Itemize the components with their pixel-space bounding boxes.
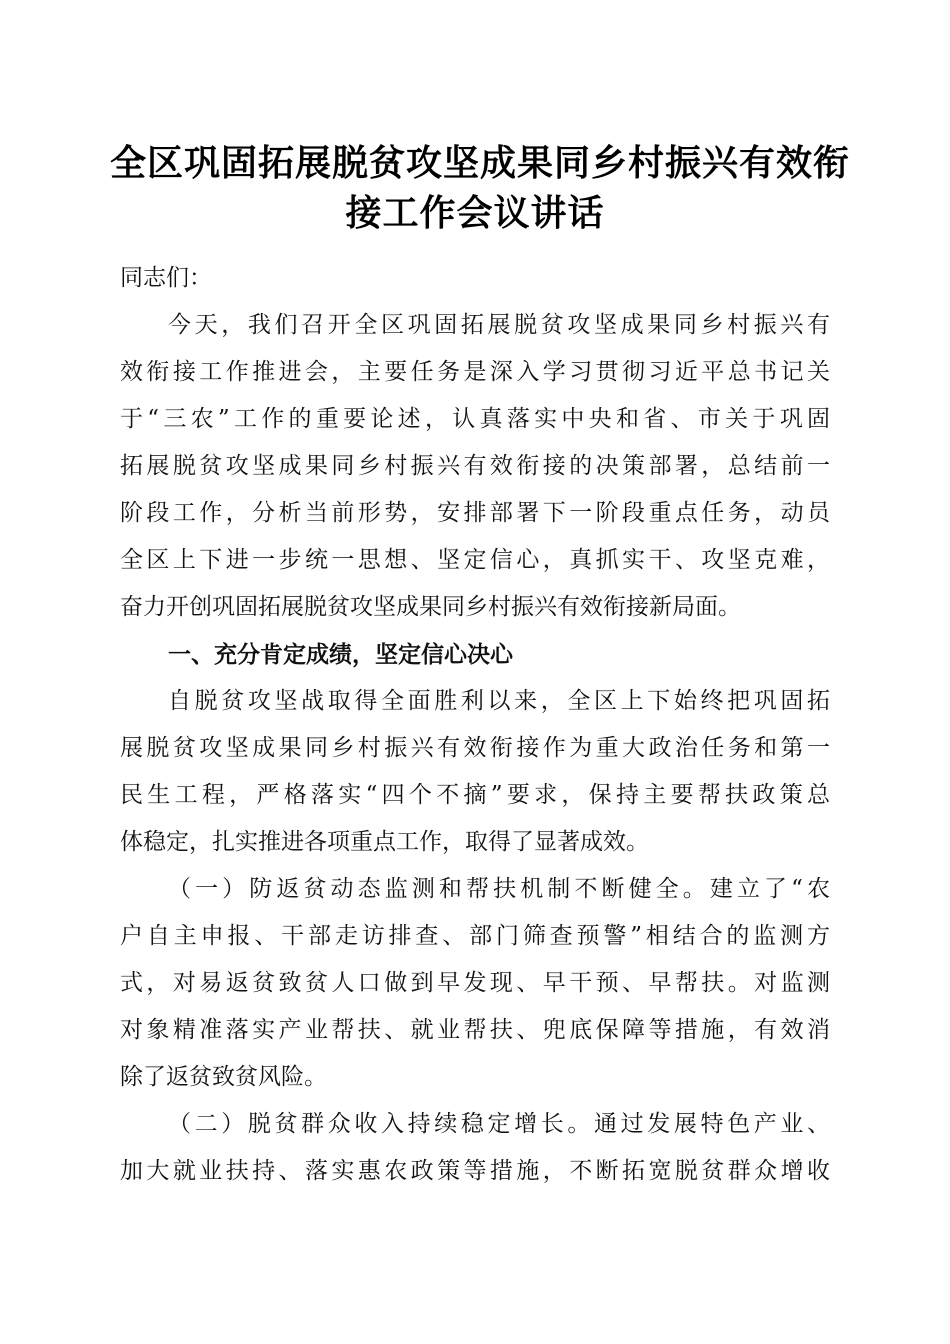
salutation: 同志们： — [120, 265, 212, 291]
paragraph-line: 式，对易返贫致贫人口做到早发现、早干预、早帮扶。对监测 — [120, 970, 830, 996]
document-body — [120, 255, 830, 1195]
paragraph-line: 阶段工作，分析当前形势，安排部署下一阶段重点任务，动员 — [120, 500, 830, 526]
title-line: 接工作会议讲话 — [345, 192, 605, 234]
paragraph-line: 加大就业扶持、落实惠农政策等措施，不断拓宽脱贫群众增收 — [120, 1158, 830, 1184]
paragraph-line: 奋力开创巩固拓展脱贫攻坚成果同乡村振兴有效衔接新局面。 — [120, 594, 741, 620]
paragraph-line: （一）防返贫动态监测和帮扶机制不断健全。建立了“农 — [168, 876, 830, 902]
paragraph-line: 体稳定，扎实推进各项重点工作，取得了显著成效。 — [120, 829, 649, 855]
paragraph-line: 于“三农”工作的重要论述，认真落实中央和省、市关于巩固 — [120, 406, 830, 432]
paragraph-line: 除了返贫致贫风险。 — [120, 1064, 327, 1090]
paragraph-line: 民生工程，严格落实“四个不摘”要求，保持主要帮扶政策总 — [120, 782, 830, 808]
document-title — [110, 138, 851, 238]
paragraph-line: 对象精准落实产业帮扶、就业帮扶、兜底保障等措施，有效消 — [120, 1017, 830, 1043]
paragraph-intro — [120, 302, 830, 631]
paragraph-monitoring — [120, 866, 830, 1101]
paragraph-line: 全区上下进一步统一思想、坚定信心，真抓实干、攻坚克难， — [120, 547, 830, 573]
section-heading: 一、充分肯定成绩，坚定信心决心 — [168, 641, 513, 668]
paragraph-income — [120, 1101, 830, 1195]
paragraph-line: （二）脱贫群众收入持续稳定增长。通过发展特色产业、 — [168, 1111, 830, 1137]
paragraph-line: 户自主申报、干部走访排查、部门筛查预警”相结合的监测方 — [120, 923, 830, 949]
paragraph-line: 自脱贫攻坚战取得全面胜利以来，全区上下始终把巩固拓 — [168, 688, 830, 714]
paragraph-line: 拓展脱贫攻坚成果同乡村振兴有效衔接的决策部署，总结前一 — [120, 453, 830, 479]
title-line: 全区巩固拓展脱贫攻坚成果同乡村振兴有效衔 — [110, 142, 851, 184]
paragraph-achievements — [120, 678, 830, 866]
paragraph-line: 效衔接工作推进会，主要任务是深入学习贯彻习近平总书记关 — [120, 359, 830, 385]
paragraph-line: 今天，我们召开全区巩固拓展脱贫攻坚成果同乡村振兴有 — [168, 312, 830, 338]
paragraph-line: 展脱贫攻坚成果同乡村振兴有效衔接作为重大政治任务和第一 — [120, 735, 830, 761]
